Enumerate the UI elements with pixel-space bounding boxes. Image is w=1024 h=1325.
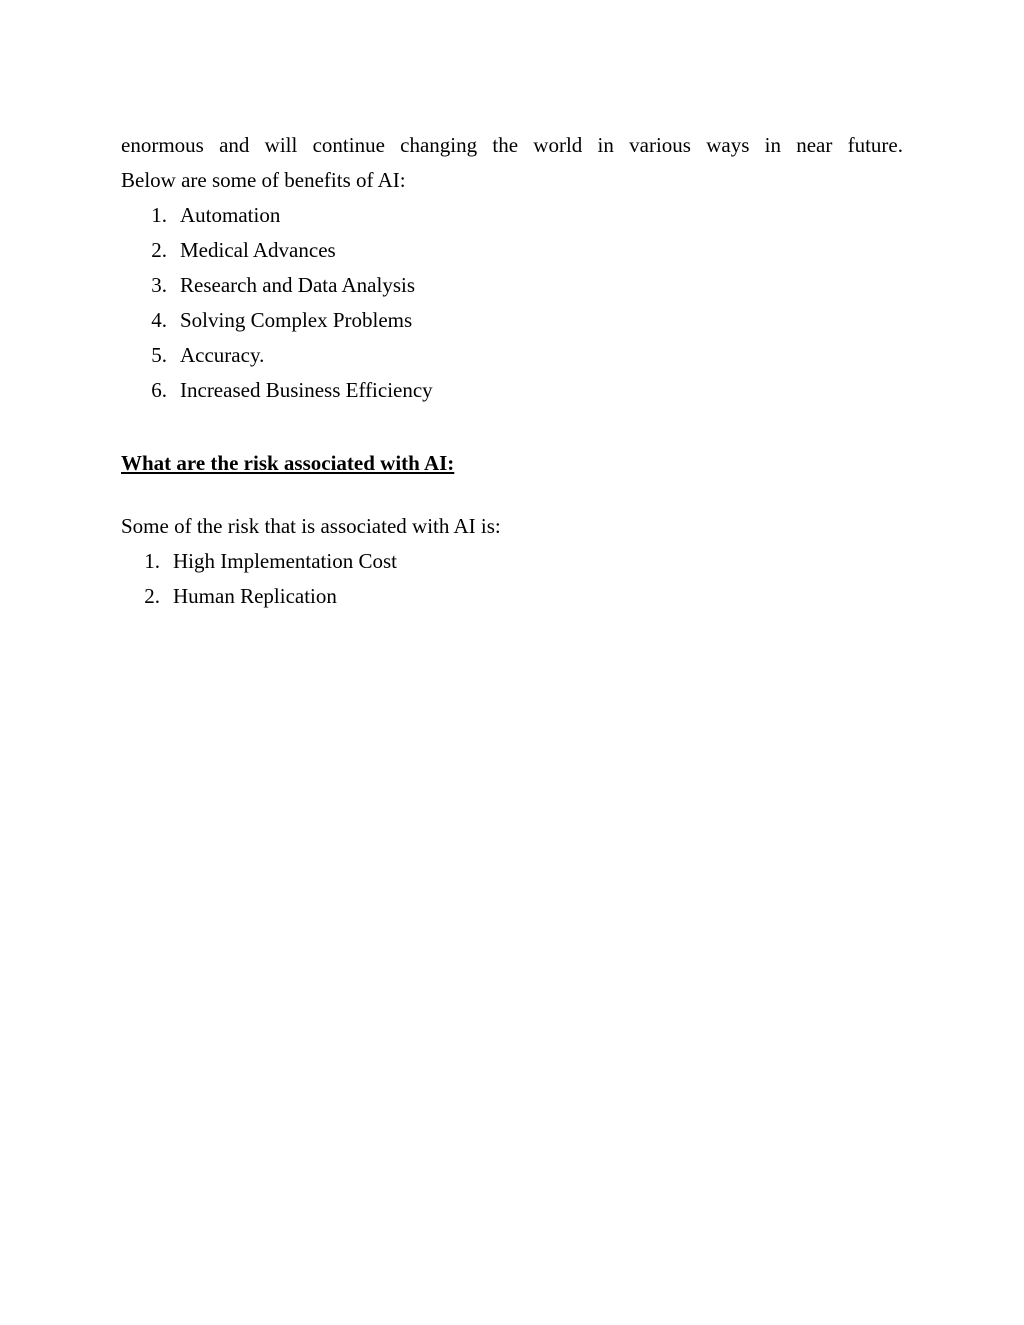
list-text: Automation <box>180 203 281 227</box>
list-number: 3. <box>151 273 167 297</box>
list-item <box>121 579 903 614</box>
intro-paragraph <box>121 128 903 198</box>
risks-list <box>121 544 903 614</box>
list-number: 2. <box>144 584 160 608</box>
list-number: 5. <box>151 343 167 367</box>
list-text: Accuracy. <box>180 343 265 367</box>
list-text: Increased Business Efficiency <box>180 378 433 402</box>
risk-heading: What are the risk associated with AI: <box>121 451 455 475</box>
list-text: Solving Complex Problems <box>180 308 413 332</box>
list-item <box>121 338 903 373</box>
list-text: Human Replication <box>173 584 337 608</box>
document-page <box>121 128 903 614</box>
list-number: 4. <box>151 308 167 332</box>
list-number: 1. <box>151 203 167 227</box>
list-item <box>121 198 903 233</box>
benefits-list <box>121 198 903 408</box>
list-number: 1. <box>144 549 160 573</box>
list-item <box>121 544 903 579</box>
list-number: 2. <box>151 238 167 262</box>
list-text: Medical Advances <box>180 238 336 262</box>
list-item <box>121 373 903 408</box>
intro-line-1: enormous and will continue changing the world in various ways in near future. <box>121 133 903 157</box>
list-number: 6. <box>151 378 167 402</box>
list-item <box>121 268 903 303</box>
list-item <box>121 233 903 268</box>
list-text: Research and Data Analysis <box>180 273 416 297</box>
intro-line-2: Below are some of benefits of AI: <box>121 168 406 192</box>
list-item <box>121 303 903 338</box>
risk-intro: Some of the risk that is associated with AI is: <box>121 514 501 538</box>
list-text: High Implementation Cost <box>173 549 397 573</box>
